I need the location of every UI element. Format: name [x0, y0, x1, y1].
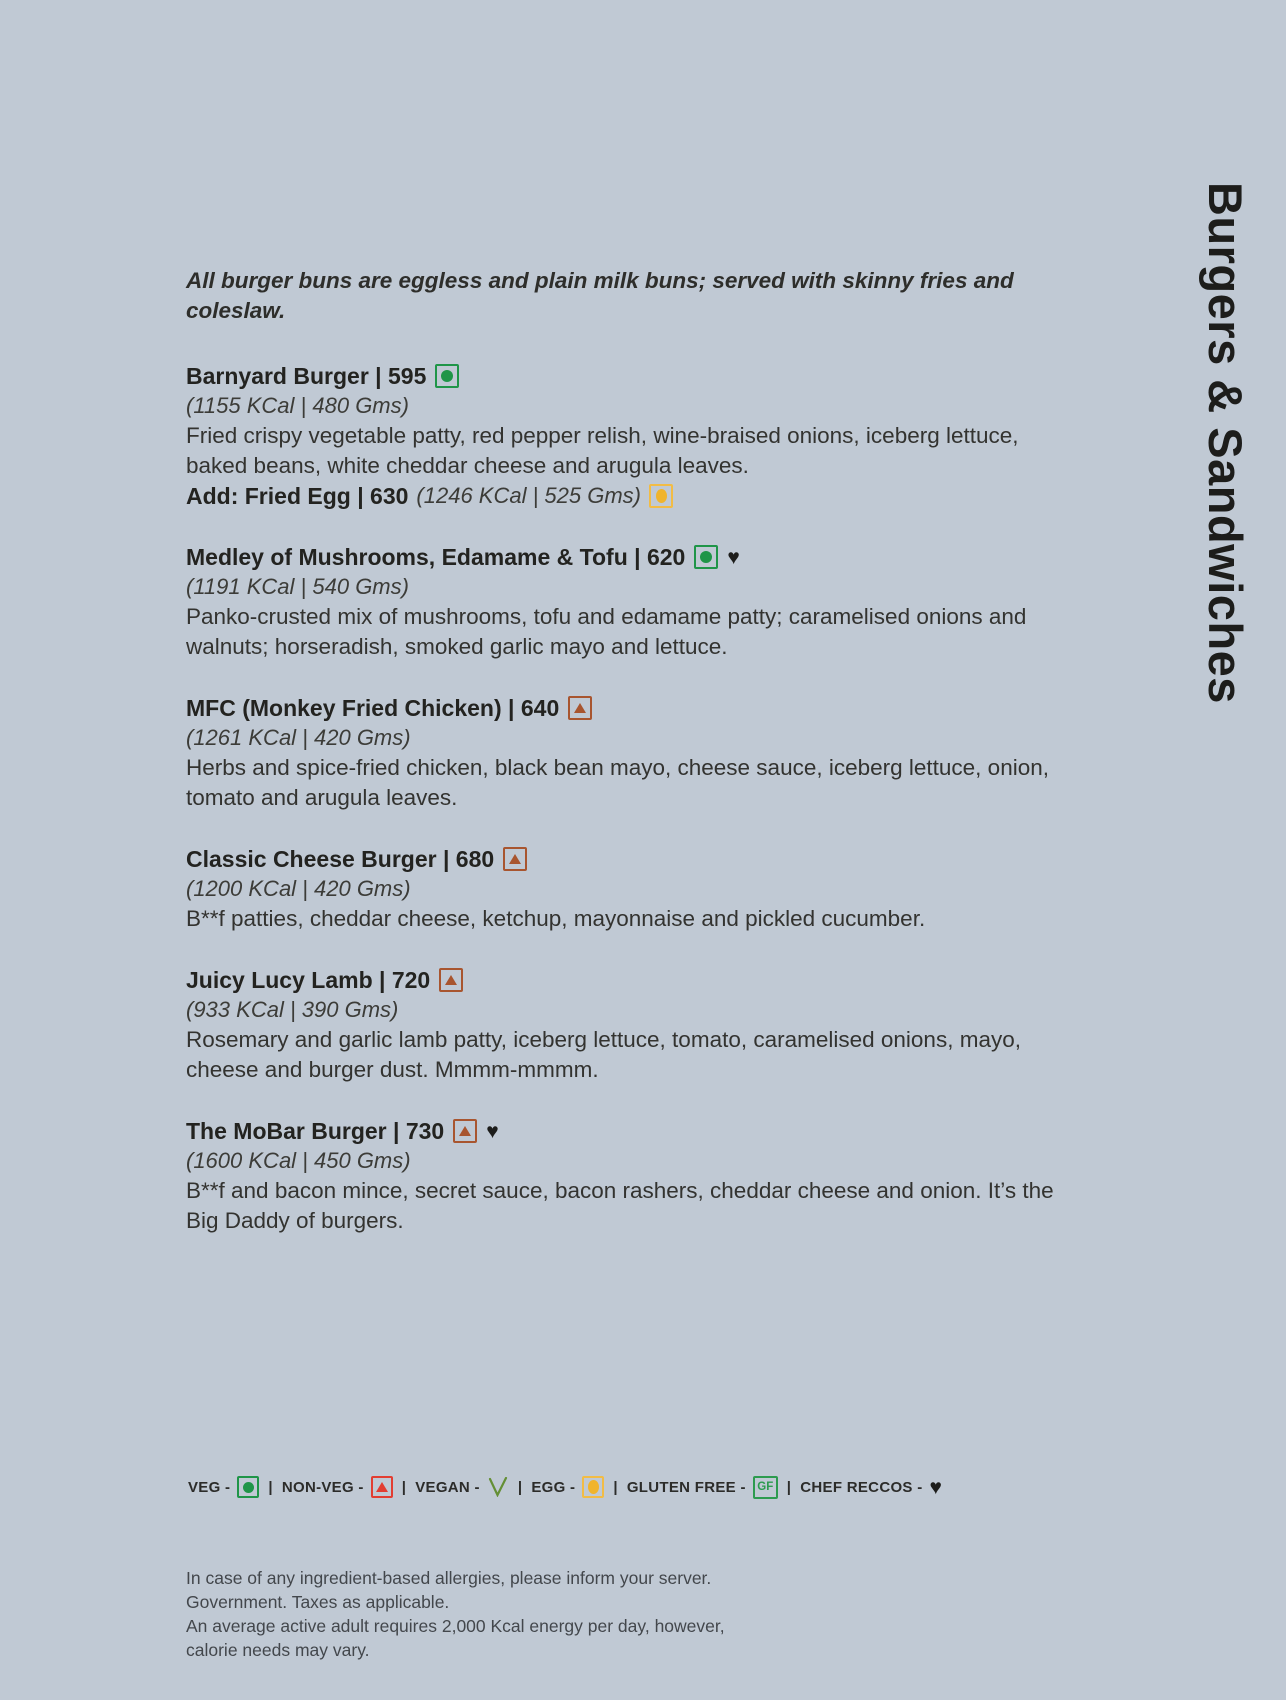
non-veg-icon [439, 968, 463, 992]
item-name-price: MFC (Monkey Fried Chicken) | 640 [186, 695, 560, 721]
non-veg-icon [503, 847, 527, 871]
item-calories: (1155 KCal | 480 Gms) [186, 393, 409, 418]
item-calories: (933 KCal | 390 Gms) [186, 997, 399, 1022]
legend-separator: | [268, 1478, 273, 1496]
egg-icon [649, 484, 673, 508]
footer-line: calorie needs may vary. [186, 1640, 370, 1660]
legend-label-vegan: VEGAN - [415, 1478, 480, 1496]
menu-item [186, 361, 1070, 511]
legend-separator: | [613, 1478, 618, 1496]
item-calories: (1261 KCal | 420 Gms) [186, 725, 411, 750]
veg-icon [435, 364, 459, 388]
footer-notes [186, 1566, 725, 1662]
veg-icon [237, 1476, 259, 1498]
menu-item [186, 844, 1070, 934]
legend-separator: | [517, 1478, 523, 1496]
section-title: Burgers & Sandwiches [1199, 182, 1252, 704]
item-name-price: The MoBar Burger | 730 [186, 1118, 445, 1144]
item-title-row [186, 361, 1070, 391]
footer-line: Government. Taxes as applicable. [186, 1592, 450, 1612]
legend-label-egg: EGG - [531, 1478, 576, 1496]
item-title-row [186, 542, 1070, 572]
menu-content [186, 266, 1070, 1267]
item-description: Fried crispy vegetable patty, red pepper relish, wine-braised onions, iceberg lettuce, baked beans, white cheddar cheese and arugula leaves. [186, 423, 1019, 478]
menu-item [186, 542, 1070, 662]
legend-label-chef-reccos: CHEF RECCOS - [800, 1478, 923, 1496]
item-description: B**f and bacon mince, secret sauce, bacon rashers, cheddar cheese and onion. It’s the Big Daddy of burgers. [186, 1178, 1054, 1233]
chef-reccos-icon: ♥ [929, 1475, 943, 1499]
addon-calories: (1246 KCal | 525 Gms) [416, 483, 642, 508]
chef-reccos-icon: ♥ [727, 545, 740, 569]
dietary-legend [188, 1472, 942, 1502]
footer-line: An average active adult requires 2,000 Kcal energy per day, however, [186, 1616, 725, 1636]
non-veg-icon [568, 696, 592, 720]
item-addon-row [186, 481, 1070, 511]
item-title-row [186, 1116, 1070, 1146]
non-veg-icon [453, 1119, 477, 1143]
item-name-price: Classic Cheese Burger | 680 [186, 846, 495, 872]
item-description: Panko-crusted mix of mushrooms, tofu and edamame patty; caramelised onions and walnuts; horseradish, smoked garlic mayo and lettuce. [186, 604, 1027, 659]
chef-reccos-icon: ♥ [486, 1119, 499, 1143]
menu-item [186, 1116, 1070, 1236]
item-name-price: Juicy Lucy Lamb | 720 [186, 967, 431, 993]
legend-separator: | [786, 1478, 792, 1496]
menu-item [186, 693, 1070, 813]
vegan-icon [487, 1477, 509, 1497]
legend-label-non-veg: NON-VEG - [281, 1478, 364, 1496]
veg-icon [694, 545, 718, 569]
item-title-row [186, 844, 1070, 874]
item-description: Herbs and spice-fried chicken, black bean mayo, cheese sauce, iceberg lettuce, onion, tomato and arugula leaves. [186, 755, 1049, 810]
non-veg-icon [371, 1476, 393, 1498]
menu-item [186, 965, 1070, 1085]
legend-label-gluten-free: GLUTEN FREE - [626, 1478, 746, 1496]
item-title-row [186, 965, 1070, 995]
item-title-row [186, 693, 1070, 723]
item-name-price: Barnyard Burger | 595 [186, 363, 427, 389]
addon-name-price: Add: Fried Egg | 630 [186, 483, 409, 509]
item-calories: (1600 KCal | 450 Gms) [186, 1148, 411, 1173]
item-calories: (1191 KCal | 540 Gms) [186, 574, 409, 599]
item-description: B**f patties, cheddar cheese, ketchup, mayonnaise and pickled cucumber. [186, 906, 926, 931]
item-description: Rosemary and garlic lamb patty, iceberg lettuce, tomato, caramelised onions, mayo, cheese and burger dust. Mmmm-mmmm. [186, 1027, 1021, 1082]
gluten-free-icon: GF [753, 1476, 778, 1499]
legend-label-veg: VEG - [188, 1478, 231, 1496]
footer-line: In case of any ingredient-based allergies, please inform your server. [186, 1568, 712, 1588]
egg-icon [582, 1476, 604, 1498]
legend-separator: | [401, 1478, 407, 1496]
intro-note: All burger buns are eggless and plain milk buns; served with skinny fries and coleslaw. [186, 268, 1014, 323]
item-name-price: Medley of Mushrooms, Edamame & Tofu | 620 [186, 544, 686, 570]
item-calories: (1200 KCal | 420 Gms) [186, 876, 411, 901]
